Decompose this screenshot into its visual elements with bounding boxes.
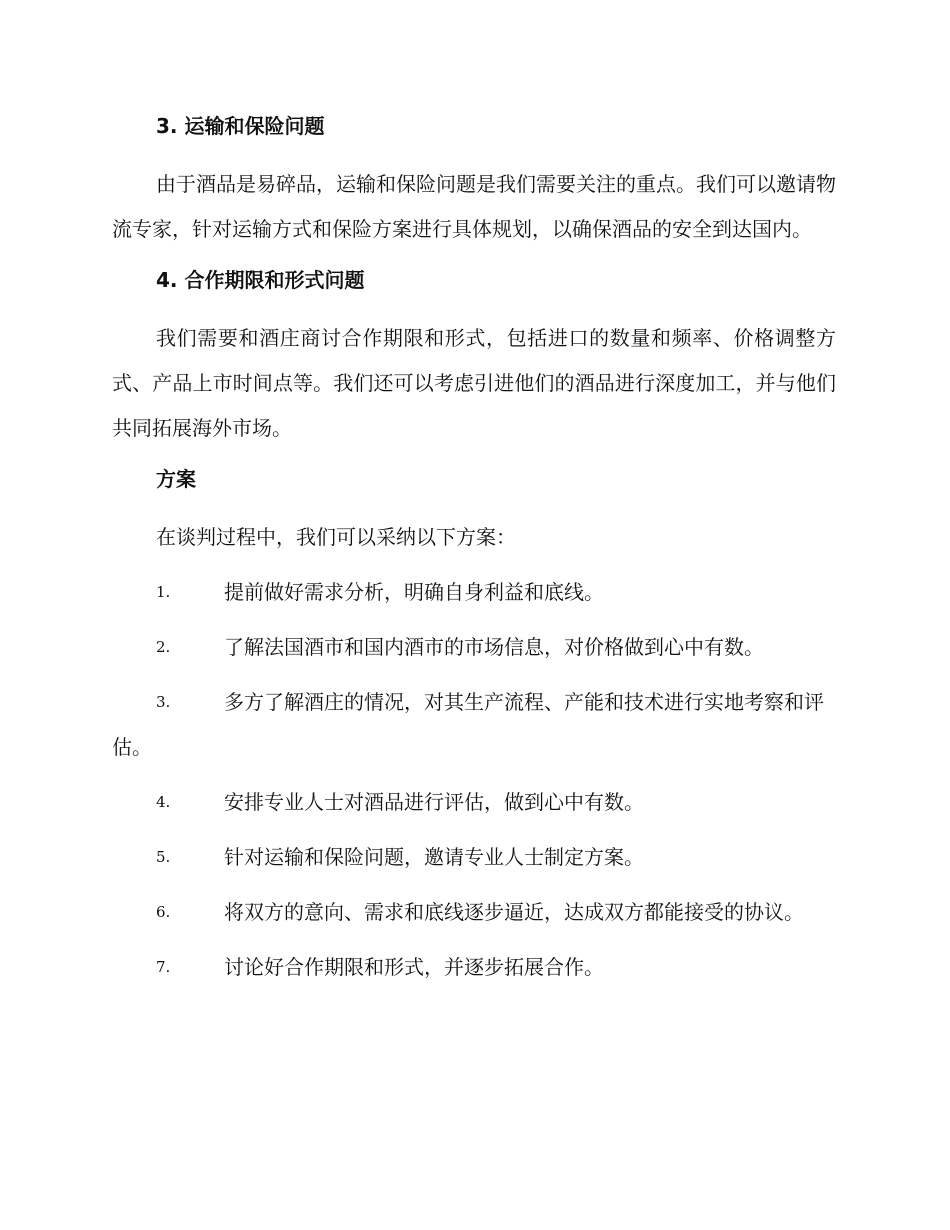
plan-list-number: 4. — [156, 793, 171, 811]
plan-list-item — [112, 945, 836, 990]
plan-list-text: 了解法国酒市和国内酒市的市场信息，对价格做到心中有数。 — [224, 635, 764, 659]
plan-list-item — [112, 570, 836, 615]
plan-list-number: 3. — [156, 693, 171, 711]
plan-heading: 方案 — [156, 467, 196, 491]
plan-list-text: 讨论好合作期限和形式，并逐步拓展合作。 — [224, 955, 604, 979]
plan-list-text: 提前做好需求分析，明确自身利益和底线。 — [224, 580, 604, 604]
plan-list-text: 多方了解酒庄的情况，对其生产流程、产能和技术进行实地考察和评估。 — [112, 690, 824, 759]
plan-list-item — [112, 680, 836, 770]
section-heading-transport: 3. 运输和保险问题 — [156, 114, 325, 138]
plan-list-number: 1. — [156, 583, 171, 601]
section-heading-cooperation: 4. 合作期限和形式问题 — [156, 268, 365, 292]
plan-list-item — [112, 835, 836, 880]
plan-list-text: 安排专业人士对酒品进行评估，做到心中有数。 — [224, 790, 644, 814]
plan-list-number: 2. — [156, 638, 171, 656]
plan-list-item — [112, 625, 836, 670]
plan-list-item — [112, 890, 836, 935]
plan-list-item — [112, 780, 836, 825]
plan-list-number: 5. — [156, 848, 171, 866]
plan-list-number: 6. — [156, 903, 171, 921]
plan-list-text: 将双方的意向、需求和底线逐步逼近，达成双方都能接受的协议。 — [224, 900, 804, 924]
plan-list-text: 针对运输和保险问题，邀请专业人士制定方案。 — [224, 845, 644, 869]
section-paragraph-transport: 由于酒品是易碎品，运输和保险问题是我们需要关注的重点。我们可以邀请物流专家，针对运输方式和保险方案进行具体规划，以确保酒品的安全到达国内。 — [112, 172, 836, 241]
plan-list-number: 7. — [156, 958, 171, 976]
section-paragraph-cooperation: 我们需要和酒庄商讨合作期限和形式，包括进口的数量和频率、价格调整方式、产品上市时间点等。我们还可以考虑引进他们的酒品进行深度加工，并与他们共同拓展海外市场。 — [112, 326, 836, 440]
document-body — [112, 108, 836, 1000]
plan-intro: 在谈判过程中，我们可以采纳以下方案： — [156, 525, 516, 549]
